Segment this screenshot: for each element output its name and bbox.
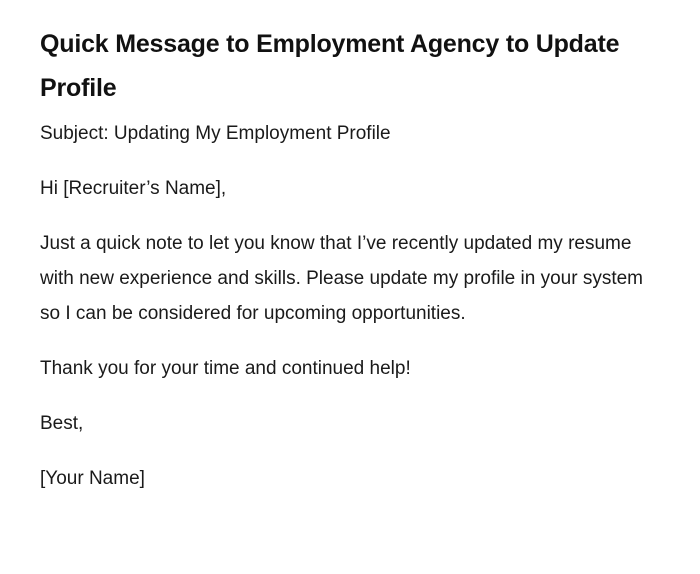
email-body-paragraph: Just a quick note to let you know that I’ve recently updated my resume with new experience and skills. Please update my profile in your system so I can be considered for upcoming opportunities. (40, 233, 644, 324)
email-greeting: Hi [Recruiter’s Name], (40, 178, 227, 199)
email-signature: [Your Name] (40, 468, 145, 489)
email-closing: Best, (40, 413, 84, 434)
email-thanks-line: Thank you for your time and continued help! (40, 358, 411, 379)
document-title: Quick Message to Employment Agency to Update Profile (40, 30, 620, 102)
email-subject-line: Subject: Updating My Employment Profile (40, 123, 391, 144)
